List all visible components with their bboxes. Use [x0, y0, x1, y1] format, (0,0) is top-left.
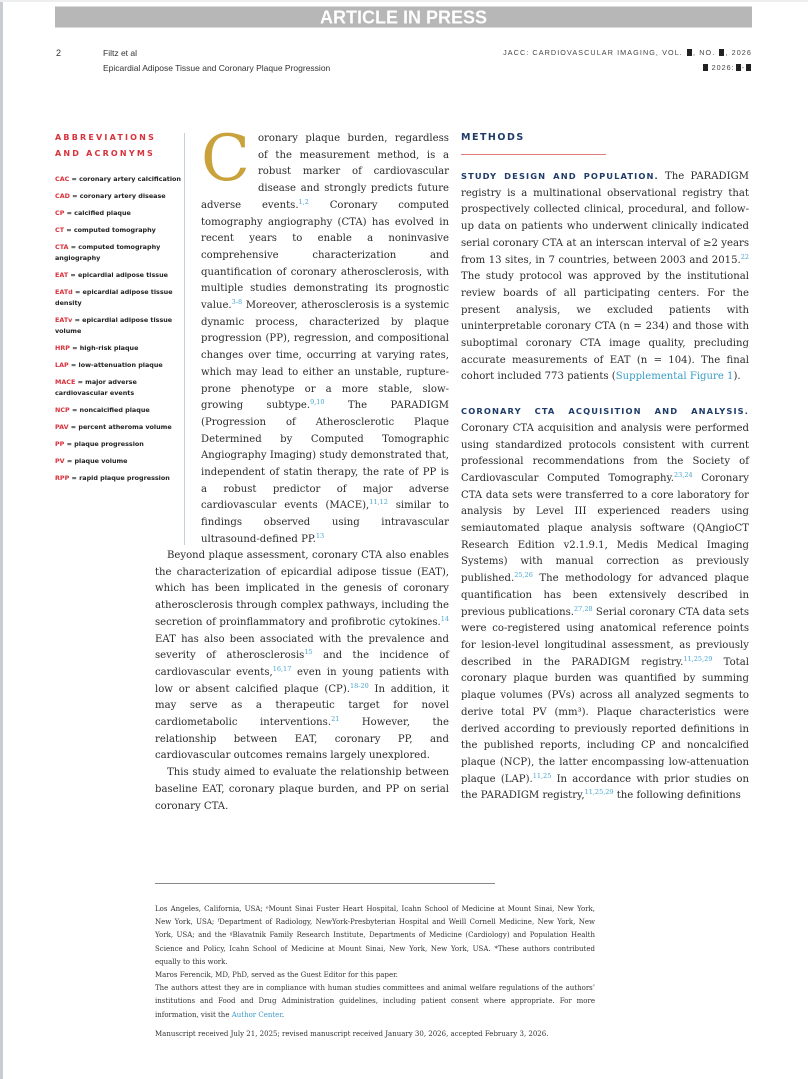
text-span: The study protocol was approved by the institutional review boards of all participating centers. For the present analysis, we excluded patients with uninterpretable coronary CTA (n = 234) and those with suboptimal coronary CTA image quality, precluding accurate measurements of EAT (n = 104). The final cohort included 773 patients ( — [461, 271, 749, 383]
abbreviation-definition: = rapid plaque progression — [69, 474, 170, 482]
footnotes — [155, 903, 595, 1041]
drop-cap: C — [201, 122, 250, 196]
reference-link[interactable]: 9,10 — [310, 398, 325, 407]
abbreviations-box — [55, 130, 183, 490]
reference-link[interactable]: 11,25,29 — [584, 788, 614, 797]
abbreviation-definition: = calcified plaque — [64, 209, 131, 217]
abbreviation-term: CAD — [55, 192, 70, 200]
abbreviation-term: EATd — [55, 288, 73, 296]
affiliations-text: Los Angeles, California, USA; ᵉMount Sinai Fuster Heart Hospital, Icahn School of Medicine at Mount Sinai, New York, New York, USA; ᶠDepartment of Radiology, NewYork-Presbyterian Hospital and Weill Cornell Medicine, New York, New York, USA; and the ᵍBlavatnik Family Research Institute, Departments of Medicine (Cardiology) and Population Health Science and Policy, Icahn School of Medicine at Mount Sinai, New York, New York, USA. *These authors contributed equally to this work. — [155, 905, 595, 966]
abbreviation-term: LAP — [55, 361, 69, 369]
reference-link[interactable]: 15 — [304, 648, 313, 657]
abbreviation-item — [55, 360, 183, 371]
intro-paragraph-1 — [201, 122, 450, 549]
paragraph-gap — [461, 386, 749, 403]
abbreviation-term: EATv — [55, 316, 73, 324]
running-header-title: Epicardial Adipose Tissue and Coronary Plaque Progression — [103, 63, 331, 73]
journal-no: , NO. — [693, 48, 716, 57]
methods-heading: METHODS — [461, 132, 525, 143]
page-number: 2 — [56, 48, 62, 58]
text-span: ). — [733, 371, 741, 383]
abbreviation-item — [55, 208, 183, 219]
abbreviation-definition: = noncalcified plaque — [69, 406, 150, 414]
abbreviation-item — [55, 377, 183, 399]
text-span: oronary plaque burden, regardless of the measurement method, is a robust marker of cardiovascular disease and strongly predicts future adverse events. — [201, 133, 449, 211]
study-design-heading: STUDY DESIGN AND POPULATION. — [461, 171, 659, 181]
journal-year: , 2026 — [725, 48, 752, 57]
viewer-left-edge — [0, 0, 3, 1079]
text-span: The authors attest they are in compliance with human studies committees and animal welfare regulations of the authors’ institutions and Food and Drug Administration guidelines, including patient consent where appropriate. For more information, visit the — [155, 984, 595, 1019]
abbreviation-term: HRP — [55, 344, 70, 352]
abbreviation-item — [55, 422, 183, 433]
text-span: Coronary CTA data sets were transferred to a core laboratory for analysis by Level III experienced readers using semiautomated plaque analysis software (QAngioCT Research Edition v2.1.9.1, Medis Medical Imaging Systems) with manual correction as previously published. — [461, 472, 749, 585]
abbreviation-item — [55, 191, 183, 202]
text-span: Serial coronary CTA data sets were co-registered using anatomical reference points for lesion-level longitudinal assessment, as previously described in the PARADIGM registry. — [461, 606, 749, 668]
abbreviation-item — [55, 287, 183, 309]
acquisition-paragraph — [461, 403, 749, 805]
abbreviation-definition: = percent atheroma volume — [68, 423, 172, 431]
text-span: Beyond plaque assessment, coronary CTA also enables the characterization of epicardial adipose tissue (EAT), which has been implicated in the genesis of coronary atherosclerosis through complex pathways, including the secretion of proinflammatory and profibrotic cytokines. — [155, 550, 449, 628]
text-span: In accordance with prior studies on the PARADIGM registry, — [461, 773, 749, 802]
reference-link[interactable]: 16,17 — [272, 664, 292, 673]
author-center-link[interactable]: Author Center — [231, 1010, 282, 1019]
text-span: In addition, it may serve as a therapeutic target for novel cardiometabolic interventions. — [155, 683, 449, 729]
reference-link[interactable]: 11,25,29 — [683, 654, 713, 663]
number-placeholder-block — [719, 49, 724, 56]
journal-prefix: JACC: CARDIOVASCULAR IMAGING, VOL. — [503, 48, 683, 57]
text-span: Moreover, atherosclerosis is a systemic dynamic process, characterized by plaque progression (PP), regression, and compositional changes over time, occurring at varying rates, which may lead to either an unstable, rupture-prone phenotype or a more stable, slow-growing subtype. — [201, 300, 449, 412]
study-design-paragraph — [461, 168, 749, 386]
abbreviation-definition: = plaque progression — [64, 440, 144, 448]
text-span: Total coronary plaque burden was quantified by summing plaque volumes (PVs) across all analyzed segments to derive total PV (mm³). Plaque characteristics were derived according to previously reported definitions in the published reports, including CP and noncalcified plaque (NCP), the latter encompassing low-attenuation plaque (LAP). — [461, 656, 749, 785]
month-placeholder-block — [703, 64, 708, 71]
page-start-placeholder-block — [736, 64, 741, 71]
text-span: even in young patients with low or absent calcified plaque (CP). — [155, 666, 449, 695]
abbreviation-item — [55, 473, 183, 484]
reference-link[interactable]: 22 — [740, 252, 749, 261]
manuscript-dates: Manuscript received July 21, 2025; revised manuscript received January 30, 2026, accepted February 3, 2026. — [155, 1029, 549, 1038]
compliance-text — [155, 982, 595, 1022]
abbreviations-title-line1: ABBREVIATIONS — [55, 133, 157, 142]
abbreviation-definition: = plaque volume — [64, 457, 128, 465]
issue-year: 2026: — [711, 63, 735, 72]
abbreviations-title-line2: AND ACRONYMS — [55, 149, 155, 158]
text-span: Coronary computed tomography angiography (CTA) has evolved in recent years to enable a noninvasive comprehensive characterization and quantification of coronary atherosclerosis, with multiple studies demonstrating its prognostic value. — [201, 199, 450, 312]
guest-editor-text: Maros Ferencik, MD, PhD, served as the Guest Editor for this paper. — [155, 971, 398, 980]
abbreviation-item — [55, 174, 183, 185]
text-span: and the incidence of cardiovascular events, — [155, 650, 449, 678]
abbreviation-term: CAC — [55, 175, 70, 183]
abbreviation-definition: = epicardial adipose tissue density — [55, 288, 173, 307]
abbreviation-definition: = coronary artery disease — [69, 192, 166, 200]
abbreviation-item — [55, 242, 183, 264]
abbreviation-definition: = computed tomography — [64, 226, 156, 234]
abbreviation-definition: = epicardial adipose tissue — [68, 271, 168, 279]
intro-column — [201, 122, 450, 549]
intro-column-lower — [155, 548, 449, 815]
reference-link[interactable]: 25,26 — [514, 571, 533, 580]
methods-heading-rule — [461, 154, 606, 155]
reference-link[interactable]: 11,25 — [532, 771, 552, 780]
abbreviation-term: RPP — [55, 474, 70, 482]
abbreviations-title — [55, 130, 183, 162]
abbreviation-item — [55, 225, 183, 236]
abbreviation-definition: = epicardial adipose tissue volume — [55, 316, 173, 335]
acquisition-heading: CORONARY CTA ACQUISITION AND ANALYSIS. — [461, 406, 749, 417]
abbreviation-term: CT — [55, 226, 65, 234]
sidebar-divider — [184, 133, 185, 545]
running-header-journal — [503, 48, 752, 57]
text-span: . — [281, 1010, 285, 1019]
abbreviation-term: PAV — [55, 423, 69, 431]
methods-column — [461, 131, 749, 805]
reference-link[interactable]: 21 — [331, 715, 340, 724]
text-span: Coronary CTA acquisition and analysis were performed using standardized protocols consistent with current professional recommendations from the Society of Cardiovascular Computed Tomography. — [461, 422, 749, 484]
abbreviation-term: PP — [55, 440, 65, 448]
abbreviation-definition: = high-risk plaque — [69, 344, 139, 352]
reference-link[interactable]: 1,2 — [298, 197, 309, 206]
text-span: However, the relationship between EAT, coronary PP, and cardiovascular outcomes remains largely unexplored. — [155, 717, 449, 762]
text-span: similar to findings observed using intravascular ultrasound-defined PP. — [201, 500, 449, 545]
text-span: EAT has also been associated with the prevalence and severity of atherosclerosis — [155, 633, 449, 662]
abbreviation-definition: = major adverse cardiovascular events — [55, 378, 137, 397]
reference-link[interactable]: 3-8 — [231, 298, 243, 307]
abbreviation-definition: = coronary artery calcification — [69, 175, 181, 183]
abbreviation-item — [55, 456, 183, 467]
abbreviation-item — [55, 343, 183, 354]
text-span: The PARADIGM (Progression of Atherosclerotic Plaque Determined by Computed Tomographic Angiography Imaging) study demonstrated that, independent of statin therapy, the rate of PP is a robust predictor of major adverse cardiovascular events (MACE), — [201, 400, 449, 512]
abbreviation-term: CTA — [55, 243, 69, 251]
intro-paragraph-3: This study aimed to evaluate the relationship between baseline EAT, coronary plaque burden, and PP on serial coronary CTA. — [155, 767, 449, 812]
reference-link[interactable]: 14 — [440, 614, 449, 623]
text-span: The PARADIGM registry is a multinational observational registry that prospectively collected clinical, procedural, and follow-up data on patients who underwent clinically indicated serial coronary CTA at an interscan interval of ≥2 years from 13 sites, in 7 countries, between 2003 and 2015. — [461, 171, 749, 266]
article-in-press-banner: ARTICLE IN PRESS — [55, 7, 752, 28]
abbreviation-item — [55, 315, 183, 337]
page-end-placeholder-block — [746, 64, 751, 71]
intro-paragraph-2 — [155, 548, 449, 765]
abbreviation-term: CP — [55, 209, 65, 217]
abbreviation-term: PV — [55, 457, 65, 465]
reference-link[interactable]: 18-20 — [349, 681, 369, 690]
reference-link[interactable]: 13 — [315, 531, 325, 540]
text-span: The methodology for advanced plaque quantification has been extensively described in previous publications. — [461, 573, 749, 618]
reference-link[interactable]: 11,12 — [369, 498, 388, 507]
text-span: the following definitions — [613, 790, 741, 802]
abbreviation-definition: = low-attenuation plaque — [68, 361, 163, 369]
volume-placeholder-block — [687, 49, 692, 56]
reference-link[interactable]: 23,24 — [674, 470, 693, 479]
abbreviation-definition: = computed tomography angiography — [55, 243, 161, 262]
abbreviation-item — [55, 270, 183, 281]
running-header-issue — [702, 63, 752, 72]
viewer-top-edge — [0, 0, 808, 2]
abbreviation-term: NCP — [55, 406, 70, 414]
abbreviation-term: MACE — [55, 378, 76, 386]
abbreviation-item — [55, 439, 183, 450]
abbreviation-item — [55, 405, 183, 416]
running-header-authors: Filtz et al — [103, 48, 138, 58]
reference-link[interactable]: 27,28 — [574, 604, 593, 613]
footnote-divider — [155, 883, 495, 884]
abbreviation-term: EAT — [55, 271, 69, 279]
issue-sep: - — [741, 63, 745, 72]
supplemental-figure-link[interactable]: Supplemental Figure 1 — [615, 371, 734, 383]
